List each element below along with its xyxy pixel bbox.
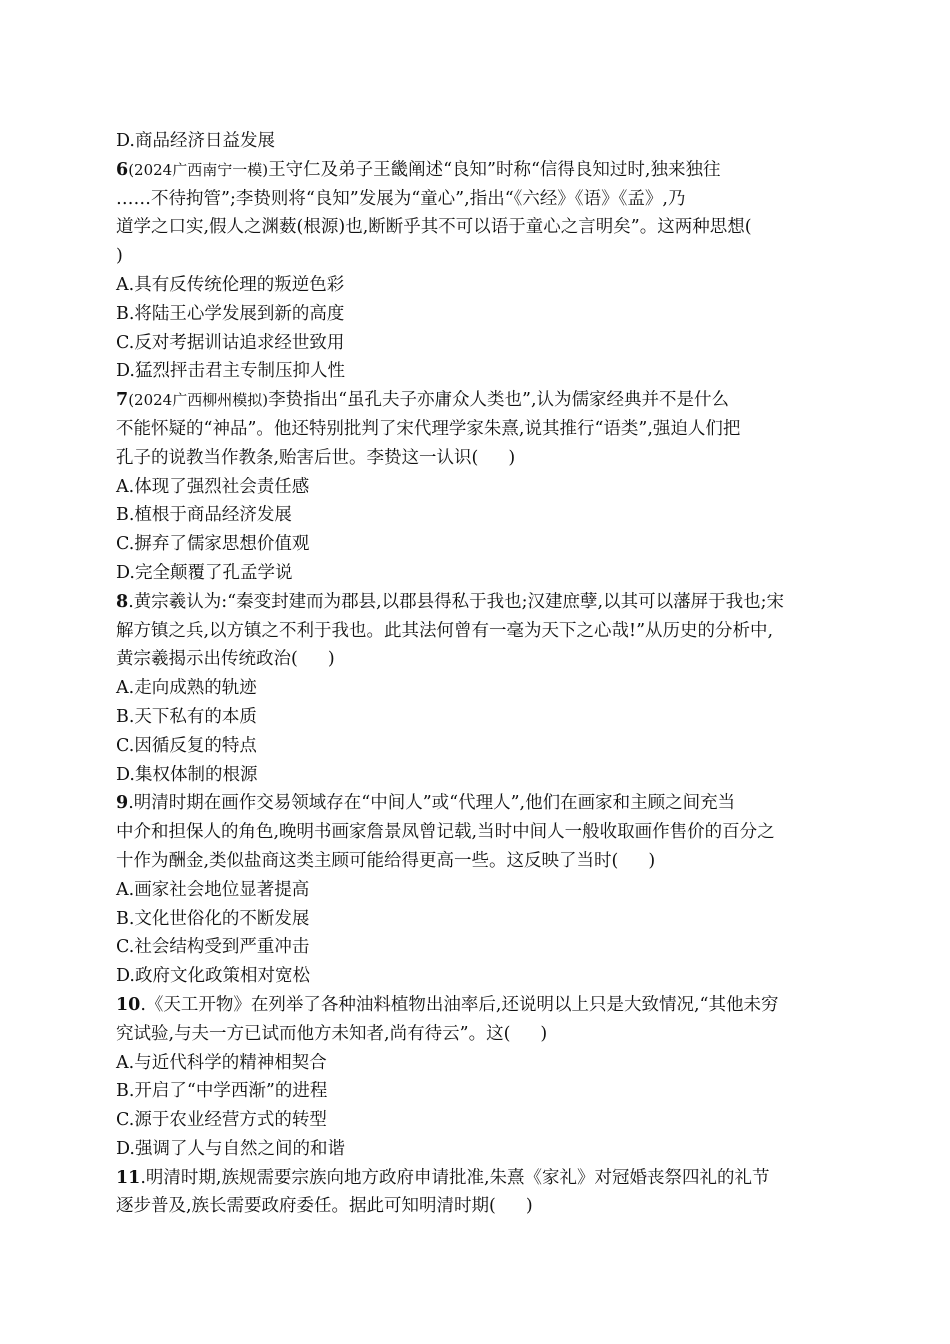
question-9-stem-line-1: 9.明清时期在画作交易领域存在“中间人”或“代理人”,他们在画家和主顾之间充当: [116, 793, 736, 814]
question-9-stem-line-3: 十作为酬金,类似盐商这类主顾可能给得更高一些。这反映了当时( ): [116, 850, 656, 871]
question-8-option-b: B.天下私有的本质: [116, 706, 257, 727]
question-7-option-c: C.摒弃了儒家思想价值观: [116, 534, 310, 555]
question-6-stem-line-3: 道学之口实,假人之渊薮(根源)也,断断乎其不可以语于童心之言明矣”。这两种思想(: [116, 217, 752, 238]
question-9-option-a: A.画家社会地位显著提高: [116, 879, 310, 900]
document-page: [116, 127, 838, 1221]
question-9-stem-line-2: 中介和担保人的角色,晚明书画家詹景凤曾记载,当时中间人一般收取画作售价的百分之: [116, 822, 775, 843]
question-10-option-b: B.开启了“中学西渐”的进程: [116, 1081, 328, 1102]
question-10-stem-line-1: 10.《天工开物》在列举了各种油料植物出油率后,还说明以上只是大致情况,“其他未穷: [116, 994, 779, 1015]
question-10-option-a: A.与近代科学的精神相契合: [116, 1052, 327, 1073]
question-number: 11: [116, 1167, 141, 1188]
question-11: [116, 1164, 838, 1222]
question-source: (2024广西南宁一模): [128, 160, 269, 179]
question-number: 9: [116, 793, 129, 814]
question-8-stem-line-3: 黄宗羲揭示出传统政治( ): [116, 649, 335, 670]
question-6-stem-line-4: ): [116, 246, 123, 267]
question-7-option-d: D.完全颠覆了孔孟学说: [116, 562, 293, 583]
question-6-option-c: C.反对考据训诂追求经世致用: [116, 332, 345, 353]
question-9-option-d: D.政府文化政策相对宽松: [116, 966, 310, 987]
question-7-option-a: A.体现了强烈社会责任感: [116, 476, 310, 497]
question-6: [116, 156, 838, 386]
question-7-option-b: B.植根于商品经济发展: [116, 505, 292, 526]
question-9-option-c: C.社会结构受到严重冲击: [116, 937, 310, 958]
question-6-stem-line-2: ……不待拘管”;李贽则将“良知”发展为“童心”,指出“《六经》《语》《孟》,乃: [116, 188, 686, 209]
question-6-option-a: A.具有反传统伦理的叛逆色彩: [116, 274, 345, 295]
question-8-stem-line-2: 解方镇之兵,以方镇之不利于我也。此其法何曾有一毫为天下之心哉!”从历史的分析中,: [116, 620, 774, 641]
option-d-prev: D.商品经济日益发展: [116, 131, 275, 151]
question-8-stem-line-1: 8.黄宗羲认为:“秦变封建而为郡县,以郡县得私于我也;汉建庶孽,以其可以藩屏于我也;宋: [116, 591, 785, 612]
question-7: [116, 386, 838, 588]
question-7-stem-line-1: 7(2024广西柳州模拟)李贽指出“虽孔夫子亦庸众人类也”,认为儒家经典并不是什么: [116, 390, 730, 411]
question-8-option-a: A.走向成熟的轨迹: [116, 678, 257, 699]
question-8: [116, 588, 838, 790]
question-10-stem-line-2: 究试验,与夫一方已试而他方未知者,尚有待云”。这( ): [116, 1023, 548, 1044]
question-7-stem-line-3: 孔子的说教当作教条,贻害后世。李贽这一认识( ): [116, 447, 516, 468]
question-8-option-d: D.集权体制的根源: [116, 764, 258, 785]
question-9: [116, 789, 838, 991]
question-9-option-b: B.文化世俗化的不断发展: [116, 908, 310, 929]
question-11-stem-line-1: 11.明清时期,族规需要宗族向地方政府申请批准,朱熹《家礼》对冠婚丧祭四礼的礼节: [116, 1167, 770, 1188]
question-6-option-b: B.将陆王心学发展到新的高度: [116, 303, 345, 324]
question-6-stem-line-1: 6(2024广西南宁一模)王守仁及弟子王畿阐述“良知”时称“信得良知过时,独来独往: [116, 159, 721, 180]
question-number: 10: [116, 994, 141, 1015]
question-6-option-d: D.猛烈抨击君主专制压抑人性: [116, 361, 345, 382]
question-number: 8: [116, 591, 129, 612]
question-10: [116, 991, 838, 1164]
question-10-option-d: D.强调了人与自然之间的和谐: [116, 1138, 345, 1159]
question-8-option-c: C.因循反复的特点: [116, 735, 257, 756]
question-10-option-c: C.源于农业经营方式的转型: [116, 1110, 327, 1131]
question-source: (2024广西柳州模拟): [128, 391, 269, 410]
question-number: 6: [116, 159, 129, 180]
question-number: 7: [116, 390, 129, 411]
question-11-stem-line-2: 逐步普及,族长需要政府委任。据此可知明清时期( ): [116, 1196, 533, 1217]
question-7-stem-line-2: 不能怀疑的“神品”。他还特别批判了宋代理学家朱熹,说其推行“语类”,强迫人们把: [116, 418, 741, 439]
